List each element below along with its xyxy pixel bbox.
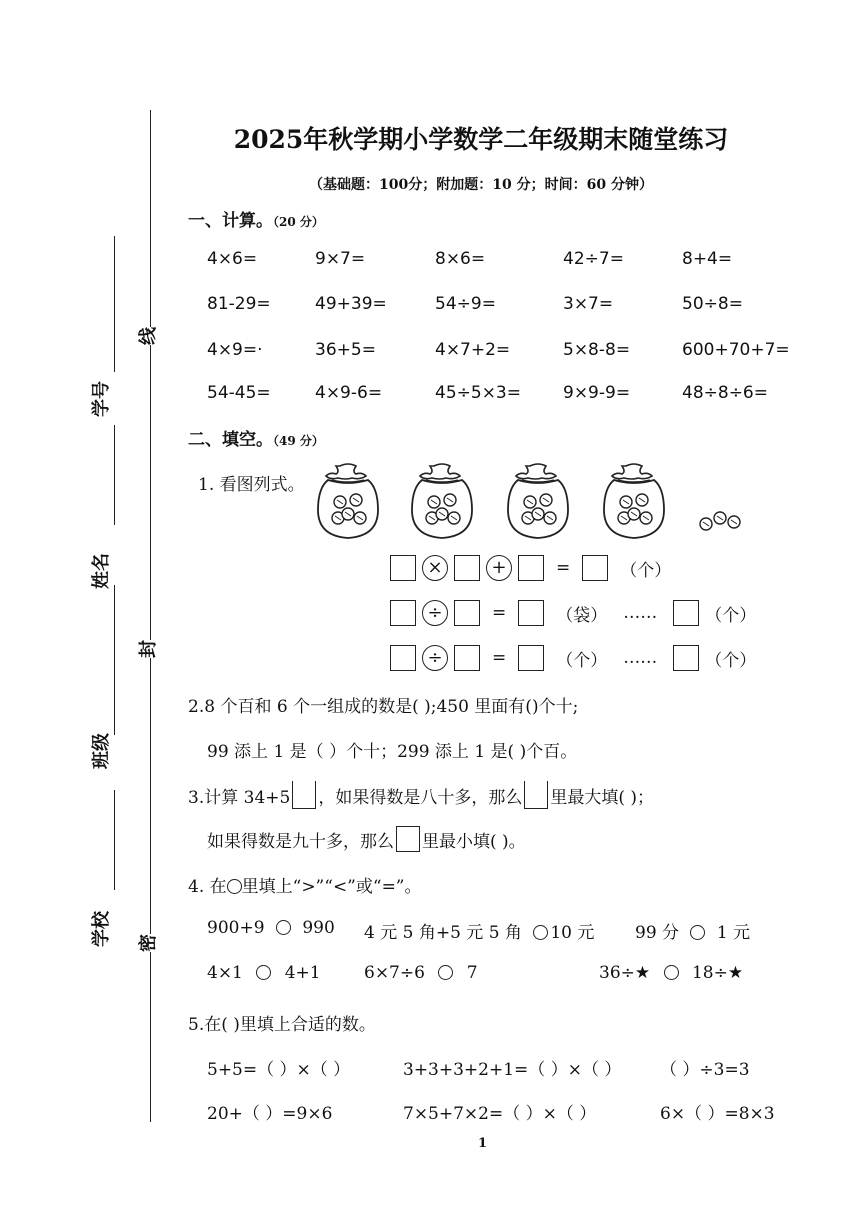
answer-box[interactable] <box>582 555 608 581</box>
q4-text-a: 4. 在 <box>188 877 227 897</box>
fill-item: 7×5+7×2=（ ）×（ ） <box>403 1104 597 1124</box>
answer-box[interactable] <box>454 645 480 671</box>
calc-item: 36+5= <box>315 340 376 360</box>
name-fill-line-4 <box>114 790 115 890</box>
section2-score: （49 分） <box>273 434 324 448</box>
name-label: 姓名 <box>91 553 112 589</box>
unit-label: （个） <box>620 560 672 581</box>
q3-text-d: 如果得数是九十多，那么 <box>207 831 394 852</box>
school-label: 学校 <box>91 911 112 947</box>
q2-line-1: 2.8 个百和 6 个一组成的数是( );450 里面有()个十; <box>188 697 579 717</box>
compare-right: 7 <box>466 963 478 983</box>
page-subtitle: （基础题：100分；附加题：10 分；时间：60 分钟） <box>309 177 653 193</box>
page-number: 1 <box>478 1136 488 1151</box>
unit-label: （个） <box>556 650 608 671</box>
fill-item: 20+（ ）=9×6 <box>207 1104 333 1124</box>
fill-item: 6×（ ）=8×3 <box>660 1104 775 1124</box>
compare-left: 900+9 <box>207 918 265 938</box>
compare-left: 4×1 <box>207 963 243 983</box>
answer-box[interactable] <box>673 645 699 671</box>
calc-item: 8+4= <box>682 249 733 269</box>
q1-equation-1 <box>390 555 671 581</box>
calc-item: 42÷7= <box>563 249 624 269</box>
compare-right: 1 元 <box>716 923 751 943</box>
operator-divide: ÷ <box>422 645 448 671</box>
compare-circle[interactable] <box>664 965 679 980</box>
q2-line-2: 99 添上 1 是（ ）个十；299 添上 1 是( )个百。 <box>207 742 578 762</box>
seal-feng-char: 封 <box>134 640 160 658</box>
digit-box[interactable] <box>396 826 420 852</box>
remainder-dots: …… <box>623 648 658 668</box>
digit-box[interactable] <box>292 781 316 809</box>
answer-box[interactable] <box>673 600 699 626</box>
calc-item: 49+39= <box>315 294 387 314</box>
calc-item: 4×9-6= <box>315 383 383 403</box>
compare-circle[interactable] <box>438 965 453 980</box>
calc-item: 4×7+2= <box>435 340 511 360</box>
q3-line-1 <box>188 781 654 809</box>
name-fill-line-2 <box>114 425 115 525</box>
equals-sign: = <box>556 558 571 578</box>
calc-item: 54÷9= <box>435 294 496 314</box>
remainder-dots: …… <box>623 603 658 623</box>
answer-box[interactable] <box>454 600 480 626</box>
section1-heading <box>188 206 324 231</box>
answer-box[interactable] <box>390 645 416 671</box>
q4-label <box>188 872 422 897</box>
operator-divide: ÷ <box>422 600 448 626</box>
compare-item <box>635 918 750 943</box>
compare-left: 99 分 <box>635 923 680 943</box>
fill-item: （ ）÷3=3 <box>660 1060 750 1080</box>
q1-equation-3 <box>390 645 756 671</box>
q3-text-c: 里最大填( )； <box>550 787 654 808</box>
seal-mi-char: 密 <box>134 934 160 952</box>
calc-item: 81-29= <box>207 294 271 314</box>
compare-right: 10 元 <box>550 923 595 943</box>
compare-left: 36÷★ <box>599 963 651 983</box>
compare-left: 6×7÷6 <box>364 963 425 983</box>
class-label: 班级 <box>91 733 112 769</box>
name-fill-line-3 <box>114 585 115 735</box>
calc-item: 48÷8÷6= <box>682 383 768 403</box>
coin-bags-illustration <box>312 460 762 545</box>
compare-circle[interactable] <box>276 920 291 935</box>
answer-box[interactable] <box>390 600 416 626</box>
q3-line-2 <box>207 826 526 852</box>
q5-label: 5.在( )里填上合适的数。 <box>188 1015 376 1035</box>
compare-item <box>364 963 478 983</box>
section2-title: 二、填空。 <box>188 430 273 450</box>
binding-line-inner <box>150 110 151 1122</box>
answer-box[interactable] <box>518 555 544 581</box>
calc-item: 50÷8= <box>682 294 743 314</box>
compare-circle[interactable] <box>533 925 548 940</box>
digit-box[interactable] <box>524 781 548 809</box>
section1-title: 一、计算。 <box>188 211 273 231</box>
compare-right: 4+1 <box>284 963 321 983</box>
answer-box[interactable] <box>518 600 544 626</box>
calc-item: 4×6= <box>207 249 258 269</box>
section2-heading <box>188 425 324 450</box>
seal-line-char: 线 <box>134 327 160 345</box>
calc-item: 8×6= <box>435 249 486 269</box>
q3-text-b: ，如果得数是八十多，那么 <box>318 787 523 808</box>
q3-text-e: 里最小填( )。 <box>422 831 526 852</box>
compare-item <box>599 963 743 983</box>
calc-item: 45÷5×3= <box>435 383 521 403</box>
unit-label: （袋） <box>556 605 608 626</box>
fill-item: 5+5=（ ）×（ ） <box>207 1060 351 1080</box>
q3-text-a: 3.计算 34+5 <box>188 787 291 808</box>
compare-circle[interactable] <box>256 965 271 980</box>
equals-sign: = <box>492 648 507 668</box>
unit-label: （个） <box>705 605 757 626</box>
compare-item <box>364 918 594 943</box>
compare-right: 990 <box>302 918 335 938</box>
student-id-label: 学号 <box>91 381 112 417</box>
answer-box[interactable] <box>390 555 416 581</box>
page-title: 2025年秋学期小学数学二年级期末随堂练习 <box>233 125 729 154</box>
compare-left: 4 元 5 角+5 元 5 角 <box>364 923 522 943</box>
calc-item: 4×9=· <box>207 340 263 360</box>
fill-item: 3+3+3+2+1=（ ）×（ ） <box>403 1060 622 1080</box>
calc-item: 54-45= <box>207 383 271 403</box>
name-fill-line-1 <box>114 236 115 372</box>
calc-item: 3×7= <box>563 294 614 314</box>
q4-text-b: 里填上“>”“<”或“=”。 <box>241 877 422 897</box>
calc-item: 5×8-8= <box>563 340 631 360</box>
q1-equation-2 <box>390 600 756 626</box>
compare-circle-icon <box>227 879 242 894</box>
calc-item: 600+70+7= <box>682 340 790 360</box>
operator-times: × <box>422 555 448 581</box>
compare-circle[interactable] <box>690 925 705 940</box>
section1-score: （20 分） <box>273 215 324 229</box>
compare-item <box>207 963 321 983</box>
calc-item: 9×9-9= <box>563 383 631 403</box>
equals-sign: = <box>492 603 507 623</box>
compare-right: 18÷★ <box>691 963 744 983</box>
answer-box[interactable] <box>454 555 480 581</box>
answer-box[interactable] <box>518 645 544 671</box>
operator-plus: + <box>486 555 512 581</box>
calc-item: 9×7= <box>315 249 366 269</box>
compare-item <box>207 918 335 938</box>
q1-label: 1. 看图列式。 <box>198 475 305 495</box>
unit-label: （个） <box>705 650 757 671</box>
